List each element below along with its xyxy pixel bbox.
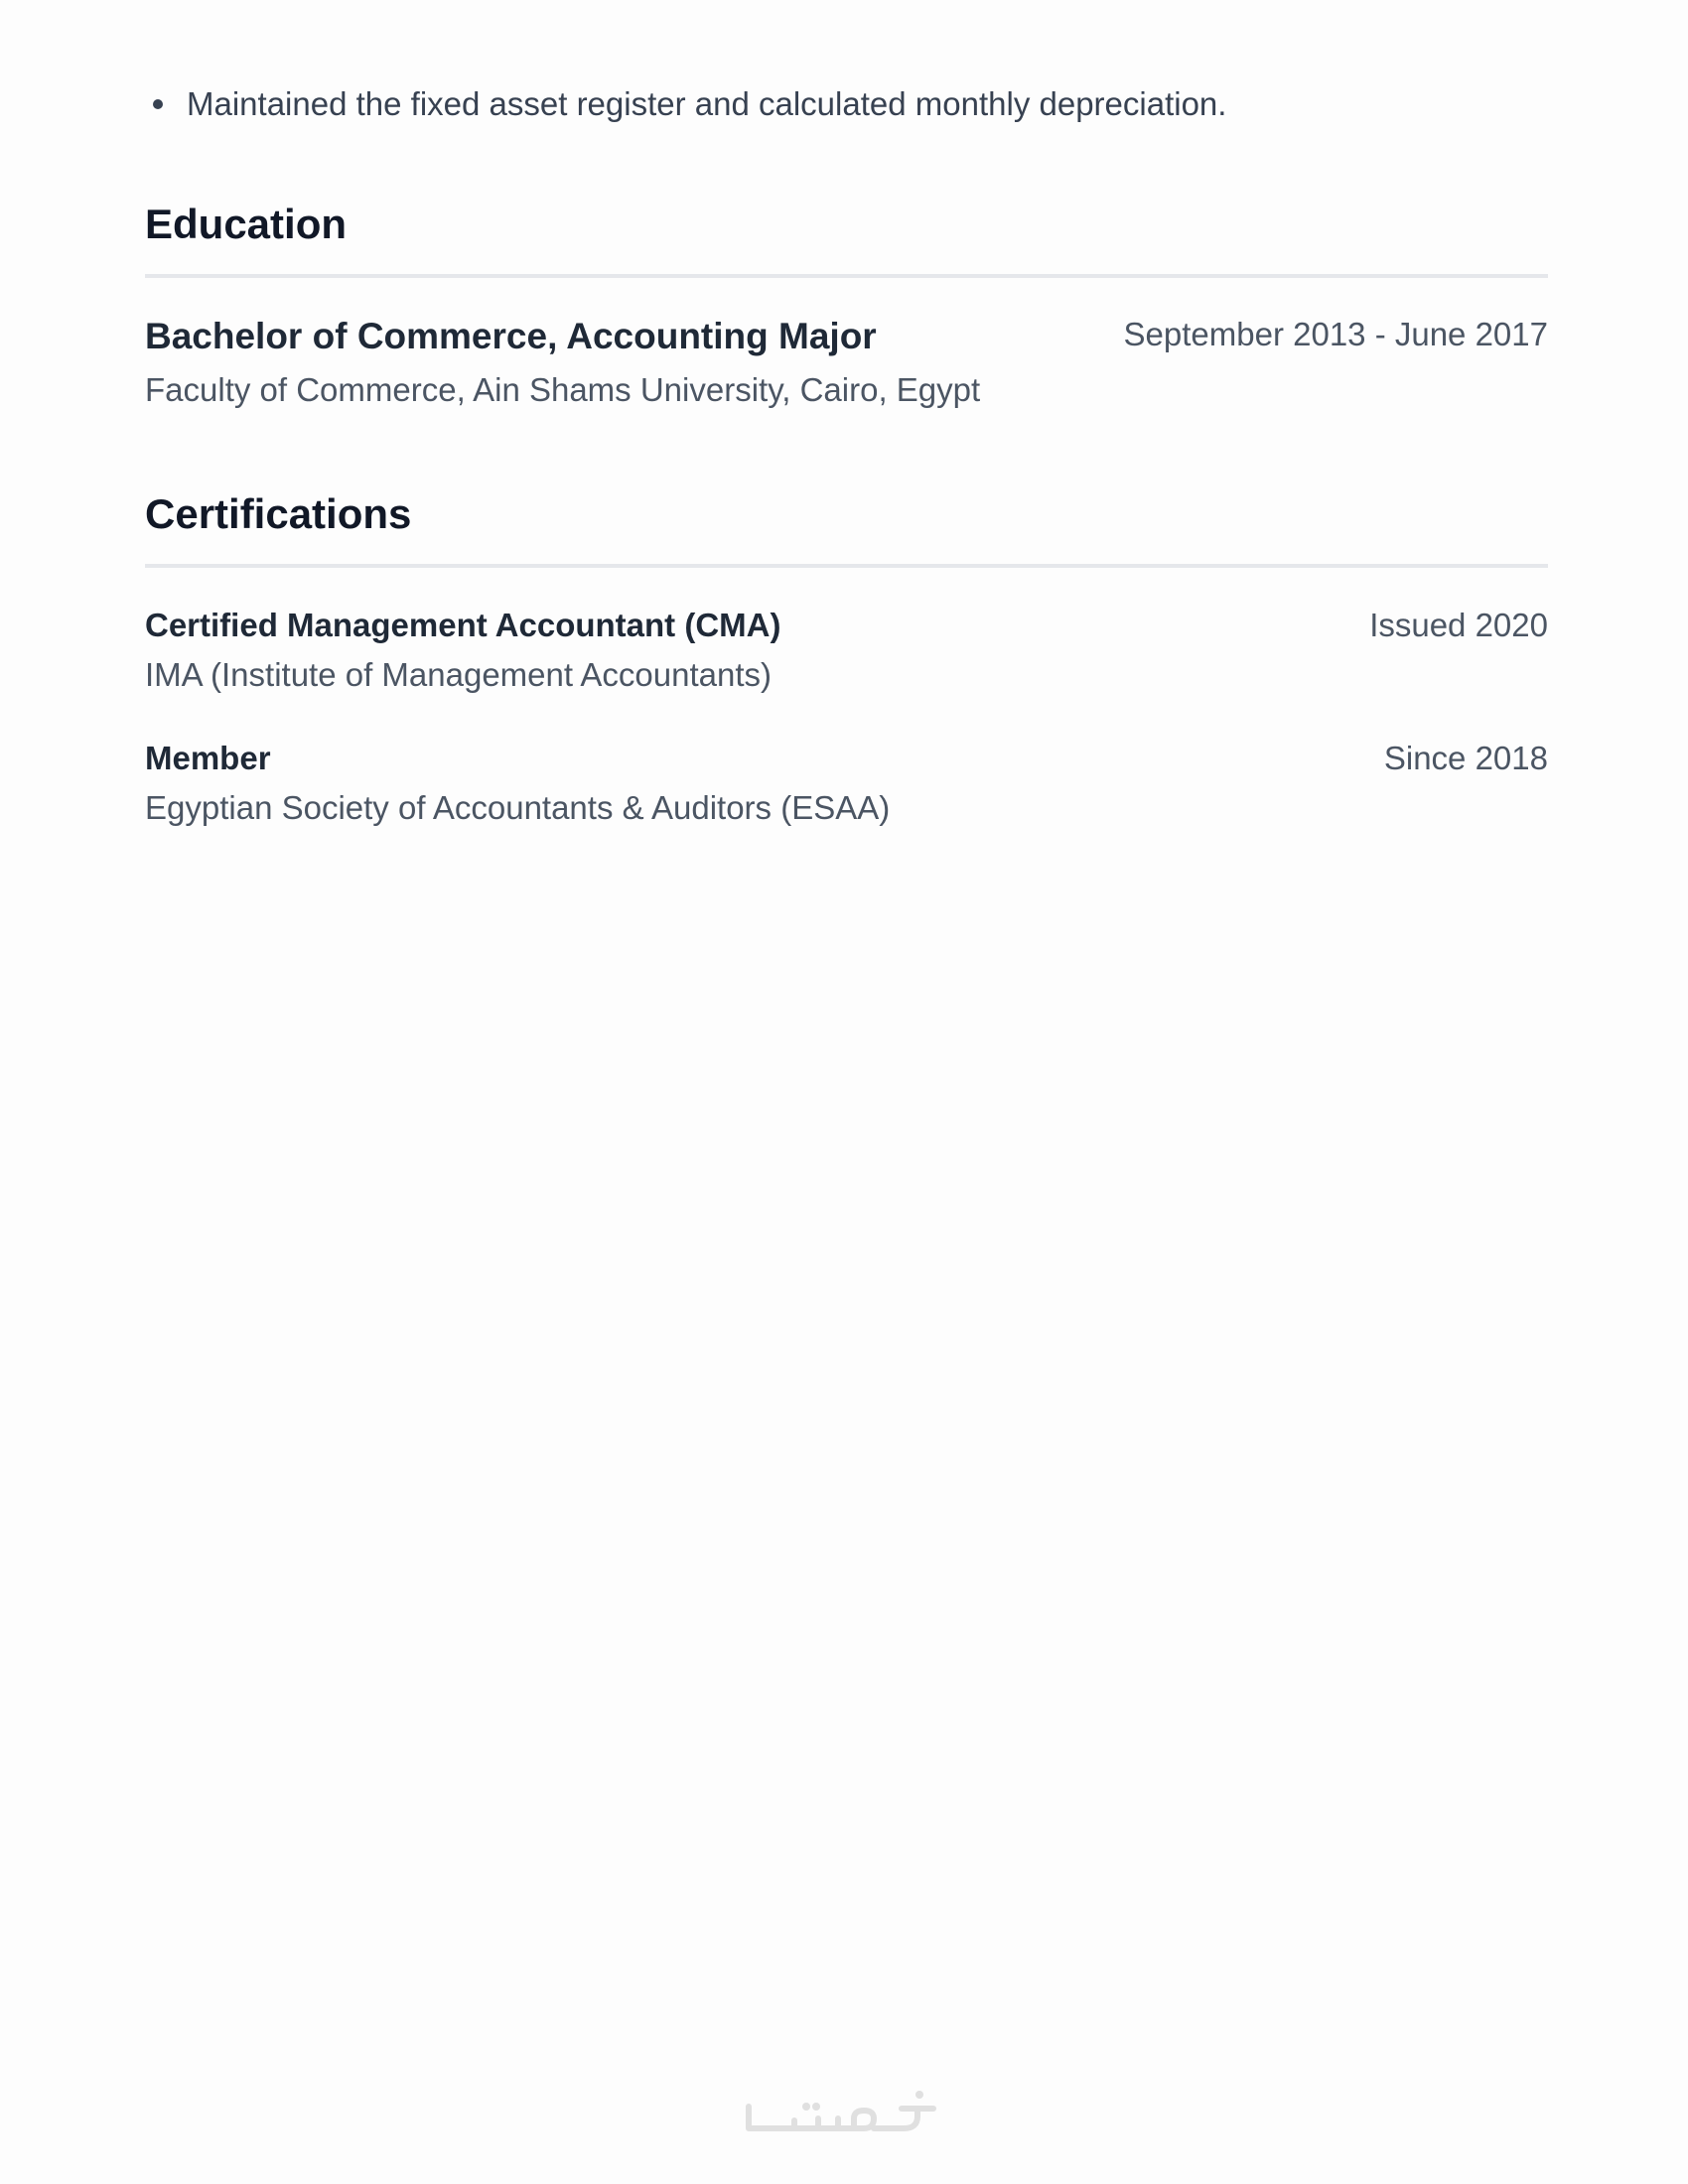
certification-date: Issued 2020 — [1369, 607, 1548, 643]
education-heading: Education — [145, 201, 348, 247]
membership-organization: Egyptian Society of Accountants & Auditors (ESAA) — [145, 789, 891, 826]
resume-page — [145, 0, 1548, 2184]
certifications-heading: Certifications — [145, 490, 412, 537]
bullet-dot-icon — [153, 99, 163, 109]
certification-entry — [145, 603, 1548, 702]
bullet-item — [145, 81, 1548, 127]
membership-entry — [145, 736, 1548, 835]
watermark-logo — [0, 2085, 1688, 2149]
education-entry — [145, 312, 1548, 421]
khamsat-logo-icon — [735, 2085, 953, 2144]
education-dates: September 2013 - June 2017 — [1123, 316, 1548, 352]
bullet-text: Maintained the fixed asset register and calculated monthly depreciation. — [187, 85, 1227, 122]
membership-title: Member — [145, 740, 271, 776]
section-divider — [145, 564, 1548, 568]
experience-bullet-list — [145, 81, 1548, 127]
certification-title: Certified Management Accountant (CMA) — [145, 607, 781, 643]
institution-name: Faculty of Commerce, Ain Shams University, Cairo, Egypt — [145, 371, 981, 408]
certification-issuer: IMA (Institute of Management Accountants) — [145, 656, 772, 693]
education-section — [145, 197, 1548, 408]
certifications-section — [145, 486, 1548, 826]
section-divider — [145, 274, 1548, 278]
membership-date: Since 2018 — [1383, 740, 1548, 776]
degree-title: Bachelor of Commerce, Accounting Major — [145, 316, 877, 356]
